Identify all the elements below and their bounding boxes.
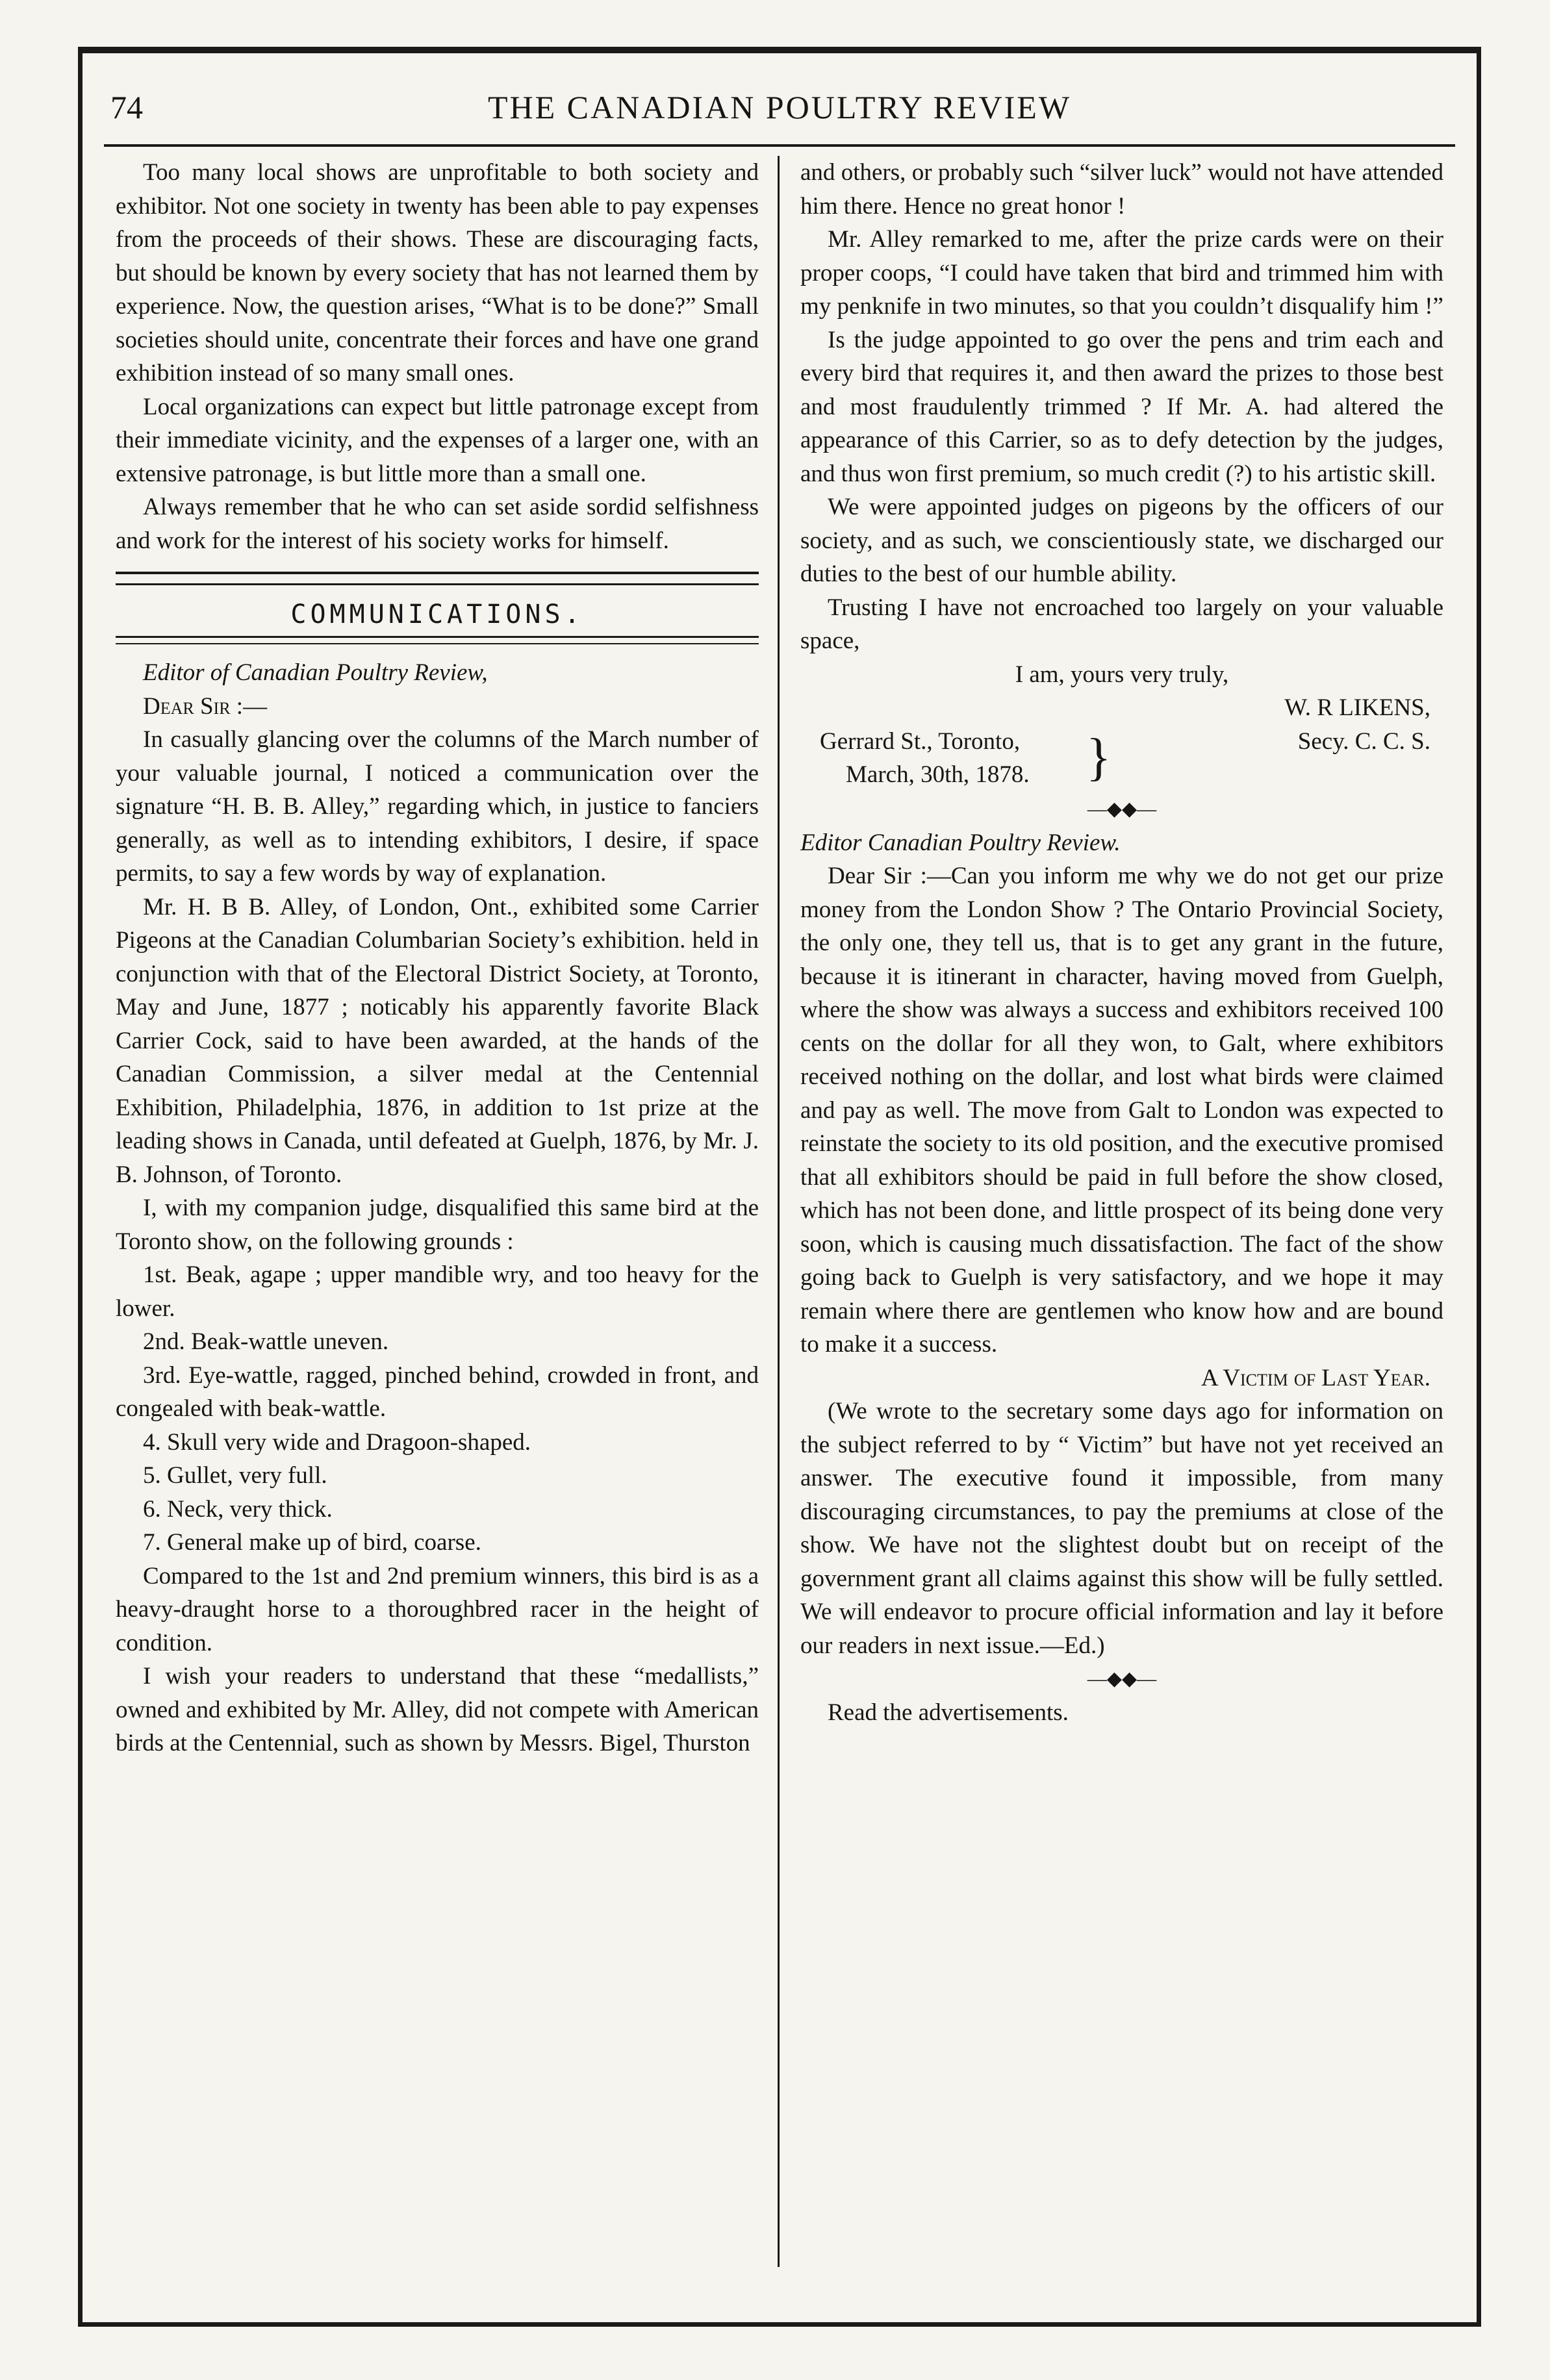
paragraph: Compared to the 1st and 2nd premium winners, this bird is as a heavy-draught horse to a thoroughbred racer in the height of condition.: [116, 1562, 759, 1656]
paragraph: Is the judge appointed to go over the pens and trim each and every bird that requires it, and then award the prizes to those best and most fraudulently trimmed ? If Mr. A. had altered the appearance of this Carrier, so as to defy detection by the judges, and thus won first premium, so much credit (?) to his artistic skill.: [800, 326, 1443, 487]
signature-address: [820, 725, 1030, 792]
address-line: March, 30th, 1878.: [846, 761, 1030, 788]
paragraph: Mr. Alley remarked to me, after the prize cards were on their proper coops, “I could have taken that bird and trimmed him with my penknife in two minutes, so that you couldn’t disqualify him !”: [800, 226, 1443, 320]
page-border-right: [1477, 47, 1481, 2327]
letter-addressee: Editor of Canadian Poultry Review,: [143, 659, 488, 686]
right-column: [800, 156, 1443, 1730]
letter-salutation: Dear Sir :—: [143, 692, 268, 720]
list-item: 1st. Beak, agape ; upper mandible wry, and too heavy for the lower.: [116, 1261, 759, 1322]
letter-addressee: Editor Canadian Poultry Review.: [800, 829, 1121, 856]
signature-title: Secy. C. C. S.: [1297, 728, 1430, 755]
paragraph: Dear Sir :—Can you inform me why we do not get our prize money from the London Show ? The Ontario Provincial Society, the only one, they tell us, that is to get any grant in the future, because it is itinerant in character, having moved from Guelph, where the show was always a success and exhibitors received 100 cents on the dollar for all they won, to Galt, where exhibitors received nothing on the dollar, and lost what birds were claimed and pay as well. The move from Galt to London was expected to reinstate the society to its old position, and the executive promised that all exhibitors should be paid in full before the show closed, which has not been done, and little prospect of its being done very soon, which is causing much dissatisfaction. The fact of the show going back to Guelph is very satisfactory, and we hope it may remain where there are gentlemen who know how and are bound to make it a success.: [800, 863, 1443, 1358]
ornament-divider: —◆◆—: [1087, 798, 1157, 820]
list-item: 4. Skull very wide and Dragoon-shaped.: [143, 1428, 531, 1456]
section-heading: COMMUNICATIONS.: [290, 600, 584, 629]
running-title: THE CANADIAN POULTRY REVIEW: [487, 89, 1072, 125]
letter-closing: I am, yours very truly,: [1015, 661, 1229, 688]
page-border-top: [78, 47, 1481, 53]
list-item: 6. Neck, very thick.: [143, 1495, 333, 1523]
paragraph: and others, or probably such “silver luck” would not have attended him there. Hence no great honor !: [800, 159, 1443, 220]
column-divider: [778, 156, 780, 2267]
paragraph: I wish your readers to understand that these “medallists,” owned and exhibited by Mr. Alley, did not compete with American birds at the Centennial, such as shown by Messrs. Bigel, Thurston: [116, 1663, 759, 1756]
newspaper-page: [78, 47, 1481, 2327]
paragraph: Mr. H. B B. Alley, of London, Ont., exhibited some Carrier Pigeons at the Canadian Columbarian Society’s exhibition. held in conjunction with that of the Electoral District Society, at Toronto, May and June, 1877 ; noticably his apparently favorite Black Carrier Cock, said to have been awarded, at the hands of the Canadian Commission, a silver medal at the Centennial Exhibition, Philadelphia, 1876, in addition to 1st prize at the leading shows in Canada, until defeated at Guelph, 1876, by Mr. J. B. Johnson, of Toronto.: [116, 893, 759, 1188]
left-column: [116, 156, 759, 1760]
paragraph: Trusting I have not encroached too largely on your valuable space,: [800, 594, 1443, 654]
section-divider: [116, 572, 759, 585]
list-item: 2nd. Beak-wattle uneven.: [143, 1328, 389, 1355]
page-number: 74: [110, 89, 143, 125]
closing-line: Read the advertisements.: [828, 1699, 1069, 1726]
paragraph: We were appointed judges on pigeons by the officers of our society, and as such, we conscientiously state, we discharged our duties to the best of our humble ability.: [800, 494, 1443, 587]
section-divider: [116, 636, 759, 644]
editor-note: (We wrote to the secretary some days ago for information on the subject referred to by “ Victim” but have not yet received an answer. The executive found it impossible, from many discouraging circumstances, to pay the premiums at close of the show. We have not the slightest doubt but on receipt of the government grant all claims against this show will be fully settled. We will endeavor to procure official information and lay it before our readers in next issue.—Ed.): [800, 1398, 1443, 1659]
list-item: 5. Gullet, very full.: [143, 1462, 327, 1489]
paragraph: Too many local shows are unprofitable to both society and exhibitor. Not one society in twenty has been able to pay expenses from the proceeds of their shows. These are discouraging facts, but should be known by every society that has not learned them by experience. Now, the question arises, “What is to be done?” Small societies should unite, concentrate their forces and have one grand exhibition instead of so many small ones.: [116, 159, 759, 386]
paragraph: Local organizations can expect but little patronage except from their immediate vicinity, and the expenses of a larger one, with an extensive patronage, is but little more than a small one.: [116, 393, 759, 487]
letter-signature: A Victim of Last Year.: [1201, 1364, 1430, 1391]
signature-block: [800, 725, 1443, 792]
address-line: Gerrard St., Toronto,: [820, 728, 1021, 755]
brace-glyph: }: [1086, 728, 1112, 786]
page-border-left: [78, 47, 83, 2327]
paragraph: I, with my companion judge, disqualified this same bird at the Toronto show, on the following grounds :: [116, 1195, 759, 1255]
header-rule: [104, 144, 1455, 147]
paragraph: Always remember that he who can set aside sordid selfishness and work for the interest of his society works for himself.: [116, 494, 759, 554]
signature-name: W. R LIKENS,: [1284, 694, 1430, 721]
page-border-bottom: [78, 2322, 1481, 2327]
list-item: 3rd. Eye-wattle, ragged, pinched behind, crowded in front, and congealed with beak-wattle.: [116, 1361, 759, 1422]
list-item: 7. General make up of bird, coarse.: [143, 1529, 481, 1556]
paragraph: In casually glancing over the columns of the March number of your valuable journal, I noticed a communication over the signature “H. B. B. Alley,” regarding which, in justice to fanciers generally, as well as to intending exhibitors, I desire, if space permits, to say a few words by way of explanation.: [116, 726, 759, 887]
page-header: [104, 79, 1455, 138]
ornament-divider: —◆◆—: [1087, 1668, 1157, 1690]
